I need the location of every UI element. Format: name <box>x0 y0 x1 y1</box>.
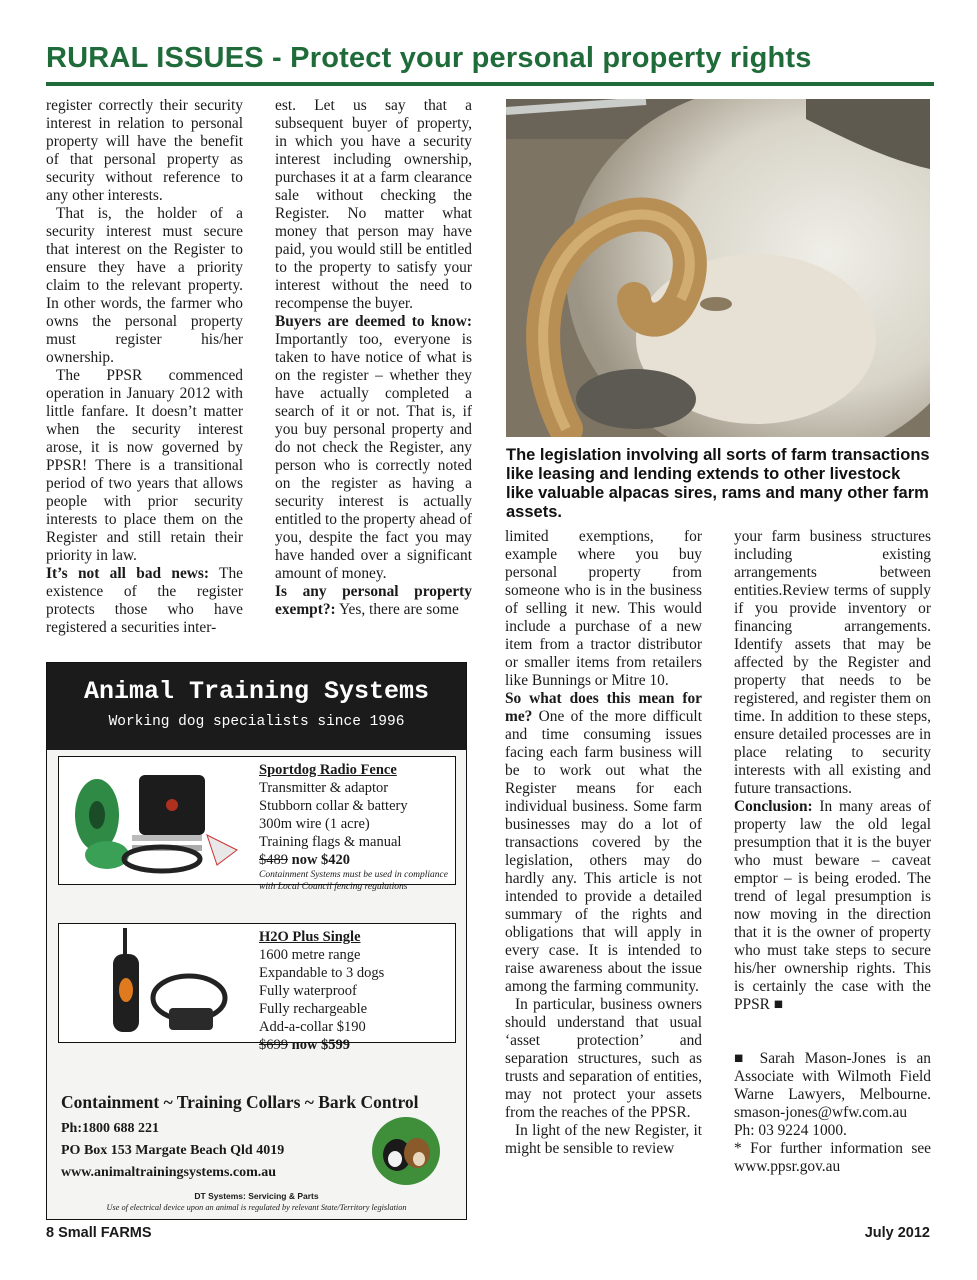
advert-website: www.animaltrainingsystems.com.au <box>61 1165 277 1180</box>
paragraph-text: Importantly too, everyone is taken to have notice of what is on the register – whether they have actually completed a search of it or not. That is, if you buy personal property and do not check the Register, any person who is correctly noted on the register as having a security interest is actually entitled to the property ahead of you, despite the fact you may have handed over a significant amount of money. <box>275 331 472 582</box>
advert-title: Animal Training Systems <box>83 677 430 706</box>
subheading: Conclusion: <box>734 798 813 815</box>
author-bio: ■ Sarah Mason-Jones is an Associate with Wilmoth Field Warne Lawyers, Melbourne. smason-jones@wfw.com.au Ph: 03 9224 1000. <box>734 1050 931 1139</box>
advert-contact <box>61 1118 284 1184</box>
product-feature: 1600 metre range <box>259 947 361 963</box>
radio-fence-image <box>67 765 247 877</box>
paragraph: That is, the holder of a security interest must secure that interest on the Register to ensure they have a priority claim to the relevant property. In other words, the farmer who owns the personal property must register his/her ownership. <box>46 205 243 366</box>
article-column-3 <box>505 528 702 1216</box>
subheading: Buyers are deemed to know: <box>275 313 472 330</box>
product-feature: Expandable to 3 dogs <box>259 965 385 981</box>
advert-legal: Use of electrical device upon an animal is regulated by relevant State/Territory legislation <box>106 1203 407 1212</box>
ram-photo <box>506 99 930 437</box>
article-column-1 <box>46 97 243 657</box>
paragraph: The PPSR commenced operation in January 2012 with little fanfare. It doesn’t matter when the security interest arose, it is now governed by PPSR! There is a transitional period of two years that allows people with prior security interests to place them on the Register and still retain their priority in law. <box>46 367 243 564</box>
subheading: So what does this mean for me? <box>505 690 702 725</box>
paragraph: your farm business structures including existing arrangements between entities.Review terms of supply if you provide inventory or financing arrangements. Identify assets that may be affected by the Register and property that needs to be registered, and register them on time. In addition to these steps, ensure detailed processes are in place relating to security interests with all existing and future transactions. <box>734 528 931 797</box>
advert-tagline: Containment ~ Training Collars ~ Bark Control <box>61 1092 419 1112</box>
photo-caption: The legislation involving all sorts of farm transactions like leasing and lending extends to other livestock like valuable alpacas sires, rams and many other farm assets. <box>506 446 930 521</box>
paragraph-text: Yes, there are some <box>335 601 459 618</box>
header-rule <box>46 82 934 86</box>
paragraph <box>275 313 472 583</box>
animal-training-advert <box>46 662 467 1220</box>
advert-phone: Ph:1800 688 221 <box>61 1121 159 1136</box>
old-price: $699 <box>259 1037 288 1053</box>
footer-date: July 2012 <box>864 1225 930 1241</box>
paragraph: limited exemptions, for example where you buy personal property from someone who is in the business of selling it new. This would include a purchase of a new item from a tractor distributor or smaller items from retailers like Bunnings or Mitre 10. <box>505 528 702 689</box>
page-title: RURAL ISSUES - Protect your personal property rights <box>46 42 812 74</box>
product-feature: Add-a-collar $190 <box>259 1019 366 1035</box>
subheading: Is any personal property exempt?: <box>275 583 472 618</box>
advert-header <box>47 663 466 750</box>
new-price: now $599 <box>288 1037 351 1053</box>
ram-illustration <box>506 99 930 437</box>
paragraph: register correctly their security interest in relation to personal property will have the benefit of that personal property as security without reference to any other interests. <box>46 97 243 204</box>
product-feature: Fully rechargeable <box>259 1001 368 1017</box>
product-feature: Transmitter & adaptor <box>259 780 389 796</box>
new-price: now $420 <box>288 852 351 868</box>
paragraph: In particular, business owners should understand that usual ‘asset protection’ and separation structures, such as trusts and separation of entities, may not protect your assets from the reaches of the PPSR. <box>505 996 702 1121</box>
footer-page-label: 8 Small FARMS <box>46 1225 152 1241</box>
paragraph <box>734 798 931 1014</box>
old-price: $489 <box>259 852 288 868</box>
paragraph <box>505 690 702 996</box>
product-price <box>259 851 449 869</box>
advert-address: PO Box 153 Margate Beach Qld 4019 <box>61 1143 285 1158</box>
advert-subtitle: Working dog specialists since 1996 <box>108 714 405 730</box>
product-box-h2o <box>58 923 456 1053</box>
paragraph <box>46 565 243 637</box>
product-price <box>259 1036 384 1054</box>
paragraph <box>275 583 472 619</box>
dogs-logo <box>367 1115 445 1187</box>
advert-dt-systems: DT Systems: Servicing & Parts <box>194 1191 319 1201</box>
further-info-note: * For further information see www.ppsr.gov.au <box>734 1140 931 1175</box>
product-fine-print: Containment Systems must be used in compliance with Local Council fencing regulations <box>259 870 448 892</box>
paragraph: In light of the new Register, it might be sensible to review <box>505 1122 702 1157</box>
article-column-4 <box>734 528 931 1216</box>
product-feature: Stubborn collar & battery <box>259 798 408 814</box>
paragraph-text: In many areas of property law the old legal presumption that it is the buyer who must beware – caveat emptor – is being eroded. The trend of legal presumption is now moving in the direction that it is the owner of property who must take steps to secure his/her ownership rights. This is certainly the case with the PPSR ■ <box>734 798 931 1013</box>
product-name: H2O Plus Single <box>259 929 361 945</box>
paragraph-text: The existence of the register protects those who have registered a securities inter- <box>46 565 243 636</box>
sportdog-details <box>259 761 449 893</box>
article-column-2 <box>275 97 472 657</box>
product-box-sportdog <box>58 756 456 892</box>
product-name: Sportdog Radio Fence <box>259 762 397 778</box>
product-feature: Fully waterproof <box>259 983 357 999</box>
paragraph: est. Let us say that a subsequent buyer of property, in which you have a security interest including ownership, purchases it at a farm clearance sale without checking the Register. No matter what money that person may have paid, you would still be entitled to the property to satisfy your interest without the need to recompense the buyer. <box>275 97 472 312</box>
h2o-details <box>259 928 384 1054</box>
h2o-collar-image <box>99 928 239 1038</box>
product-feature: Training flags & manual <box>259 834 402 850</box>
paragraph-text: One of the more difficult and time consuming issues facing each farm business will be to work out what the Register means for each individual business. Some farm businesses may do a lot of transactions covered by the legislation, others may do hardly any. This article is not intended to provide a detailed summary of the rights and obligations that will apply in every case. It is intended to raise awareness about the issue among the farming community. <box>505 708 702 995</box>
subheading: It’s not all bad news: <box>46 565 210 582</box>
product-feature: 300m wire (1 acre) <box>259 816 370 832</box>
